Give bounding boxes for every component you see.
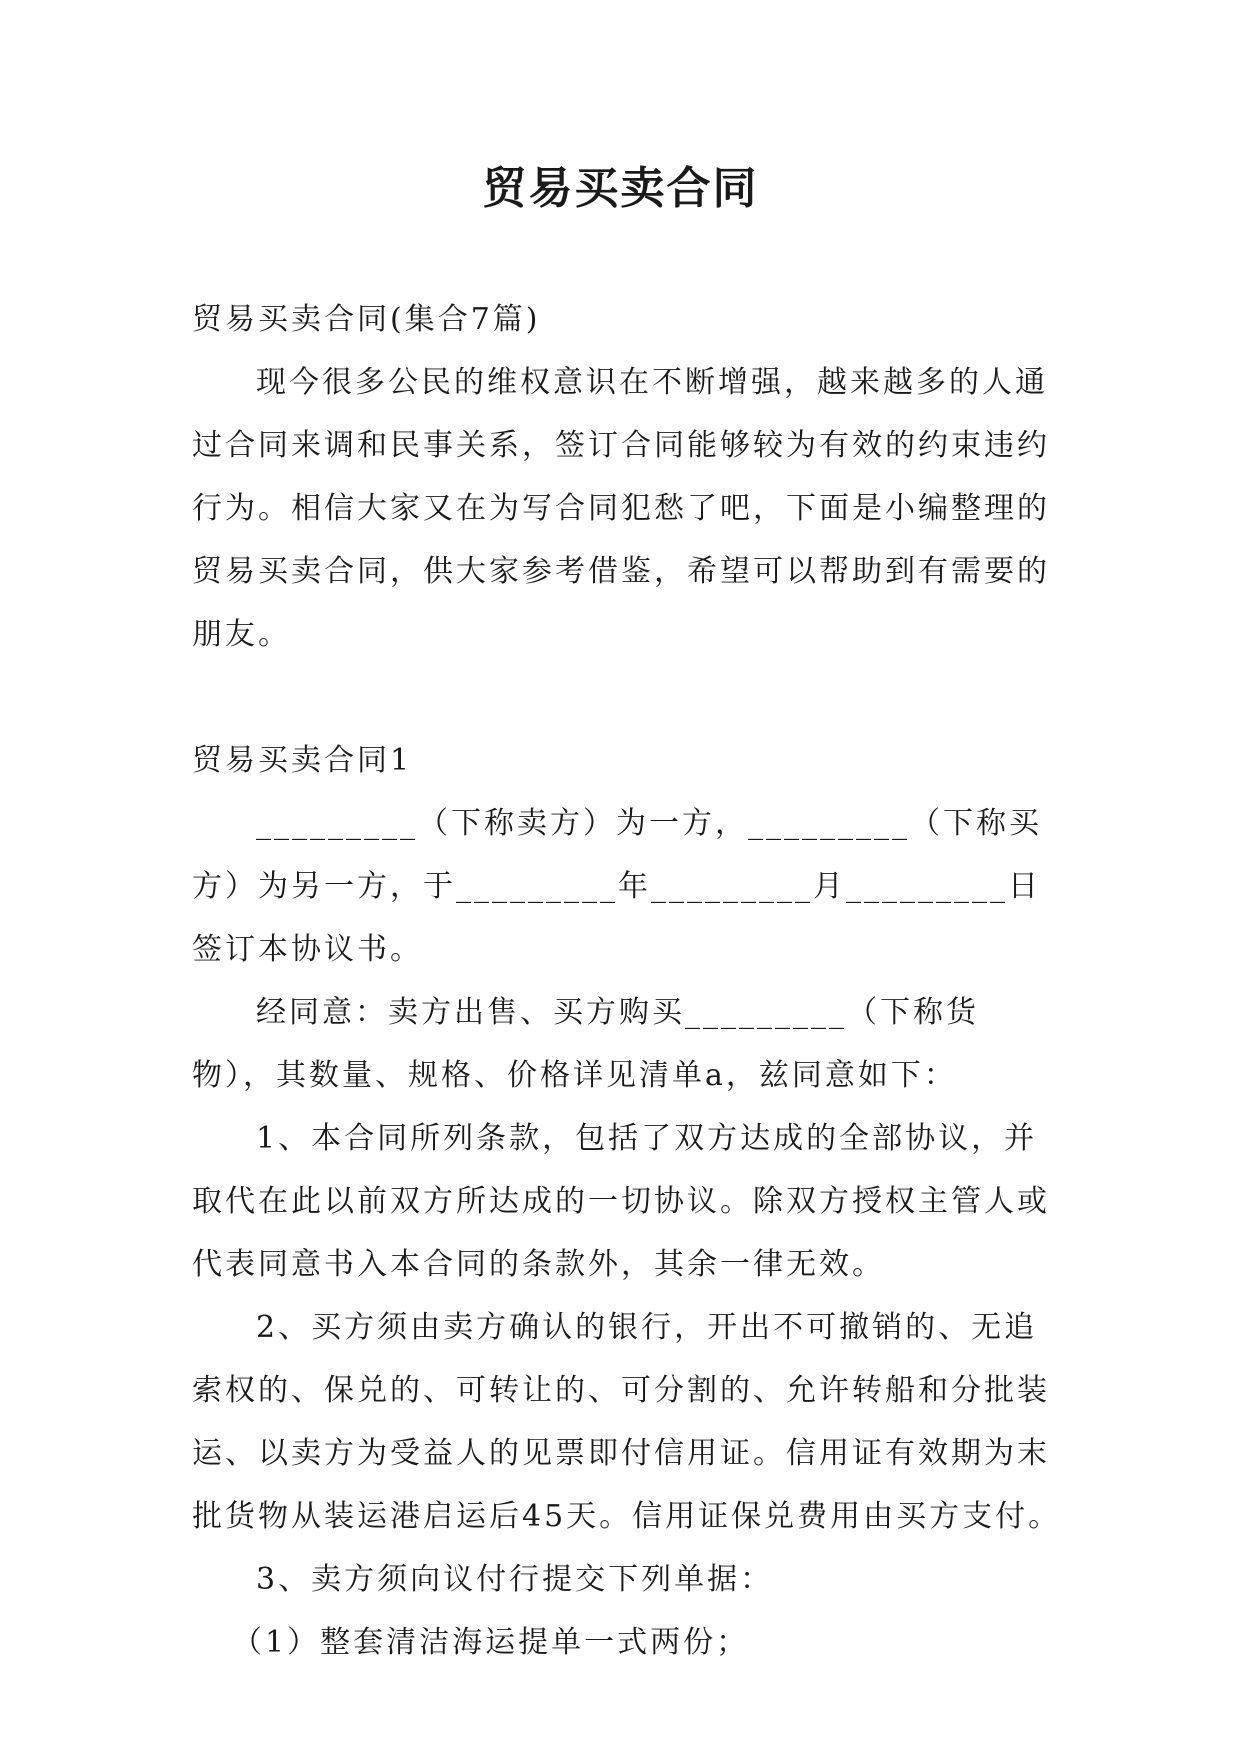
contract-paragraph-parties: _________（下称卖方）为一方，_________（下称买方）为另一方，于_________年_________月_________日签订本协议书。	[192, 806, 1042, 967]
contract-clause-3: 3、卖方须向议付行提交下列单据：	[256, 1562, 774, 1597]
paragraph-gap	[192, 666, 1062, 729]
section-title: 贸易买卖合同1	[192, 743, 413, 778]
document-title: 贸易买卖合同	[482, 163, 759, 214]
document-subtitle: 贸易买卖合同(集合7篇)	[192, 302, 541, 337]
contract-clause-2: 2、买方须由卖方确认的银行，开出不可撤销的、无追索权的、保兑的、可转让的、可分割的、允许转船和分批装运、以卖方为受益人的见票即付信用证。信用证有效期为末批货物从装运港启运后45天。信用证保兑费用由买方支付。	[192, 1310, 1062, 1534]
contract-paragraph-agreement: 经同意：卖方出售、买方购买_________（下称货物），其数量、规格、价格详见清单a，兹同意如下：	[192, 995, 979, 1093]
list-item: （1）整套清洁海运提单一式两份；	[232, 1625, 750, 1660]
intro-paragraph: 现今很多公民的维权意识在不断增强，越来越多的人通过合同来调和民事关系，签订合同能够较为有效的约束违约行为。相信大家又在为写合同犯愁了吧，下面是小编整理的贸易买卖合同，供大家参考借鉴，希望可以帮助到有需要的朋友。	[192, 365, 1050, 652]
document-body	[192, 288, 1062, 1674]
contract-clause-1: 1、本合同所列条款，包括了双方达成的全部协议，并取代在此以前双方所达成的一切协议。除双方授权主管人或代表同意书入本合同的条款外，其余一律无效。	[192, 1121, 1050, 1282]
